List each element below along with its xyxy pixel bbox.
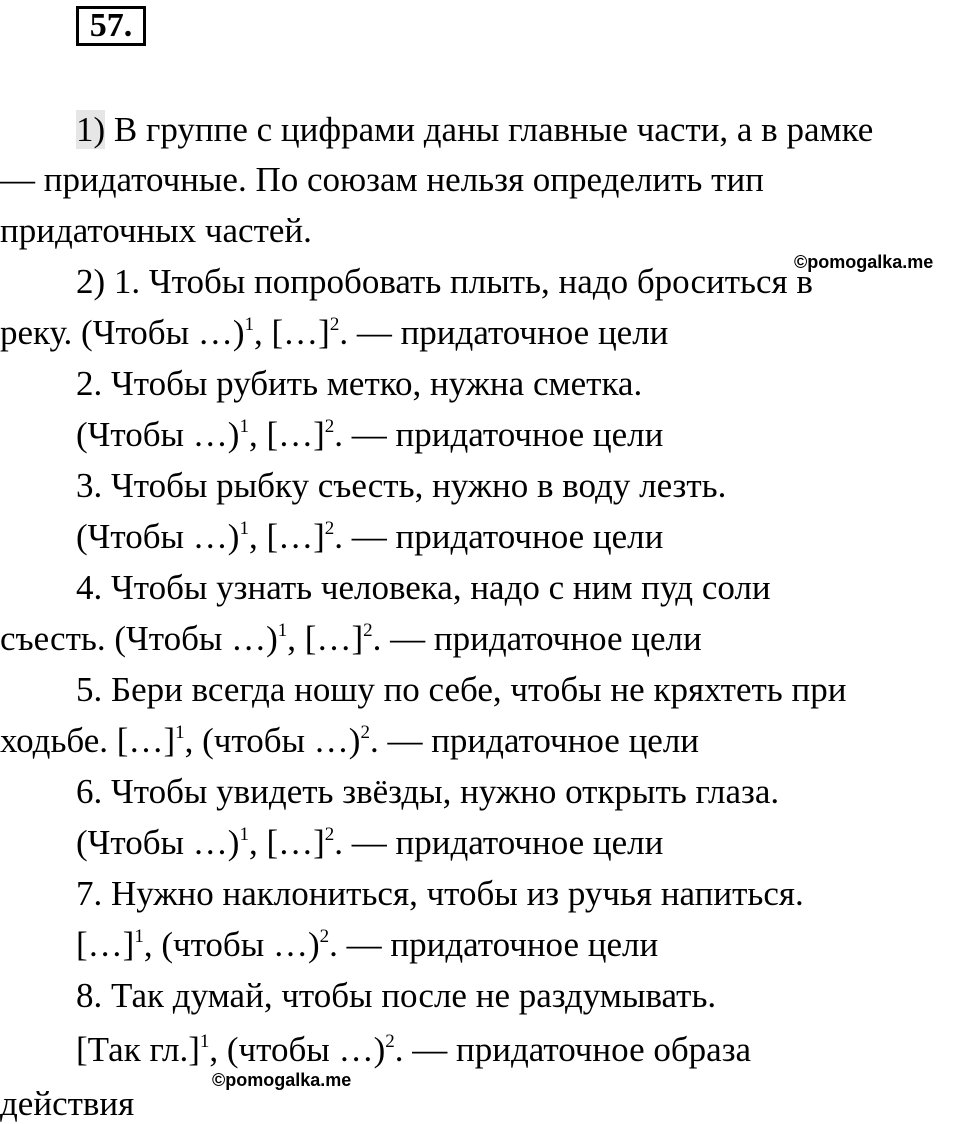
text-line-9: (Чтобы …)$^1$, […]$^2$. — придаточное цели: [76, 517, 664, 556]
text-line-17: […]$^1$, (чтобы …)$^2$. — придаточное цели: [76, 925, 659, 964]
exercise-number: 57.: [76, 6, 146, 46]
text-line-15: (Чтобы …)$^1$, […]$^2$. — придаточное цели: [76, 823, 664, 862]
text-line-12: 5. Бери всегда ношу по себе, чтобы не кряхтеть при: [76, 670, 847, 709]
item-marker: 1): [76, 110, 106, 149]
text-line-5: реку. (Чтобы …)$^1$, […]$^2$. — придаточное цели: [0, 313, 669, 352]
text-line-13: ходьбе. […]$^1$, (чтобы …)$^2$. — придаточное цели: [0, 721, 700, 760]
text-line-4: 2) 1. Чтобы попробовать плыть, надо броситься в: [76, 262, 813, 301]
text-line-11: съесть. (Чтобы …)$^1$, […]$^2$. — придаточное цели: [0, 619, 702, 658]
text-line-3: придаточных частей.: [0, 211, 312, 250]
watermark: ©pomogalka.me: [794, 252, 934, 272]
text-line-19: [Так гл.]$^1$, (чтобы …)$^2$. — придаточное образа: [76, 1030, 752, 1069]
text-line-18: 8. Так думай, чтобы после не раздумывать.: [76, 976, 717, 1015]
text-line-7: (Чтобы …)$^1$, […]$^2$. — придаточное цели: [76, 415, 664, 454]
text-line-6: 2. Чтобы рубить метко, нужна сметка.: [76, 364, 643, 403]
watermark-bottom: ©pomogalka.me: [212, 1070, 352, 1090]
text-line-20: действия: [0, 1084, 135, 1123]
text-line-16: 7. Нужно наклониться, чтобы из ручья напиться.: [76, 874, 804, 913]
text-line-14: 6. Чтобы увидеть звёзды, нужно открыть глаза.: [76, 772, 780, 811]
text-line-1: [0, 110, 960, 150]
text-line-10: 4. Чтобы узнать человека, надо с ним пуд соли: [76, 568, 771, 607]
line-text: В группе с цифрами даны главные части, а в рамке: [105, 110, 874, 149]
text-line-8: 3. Чтобы рыбку съесть, нужно в воду лезть.: [76, 466, 727, 505]
text-line-2: — придаточные. По союзам нельзя определить тип: [0, 160, 764, 199]
